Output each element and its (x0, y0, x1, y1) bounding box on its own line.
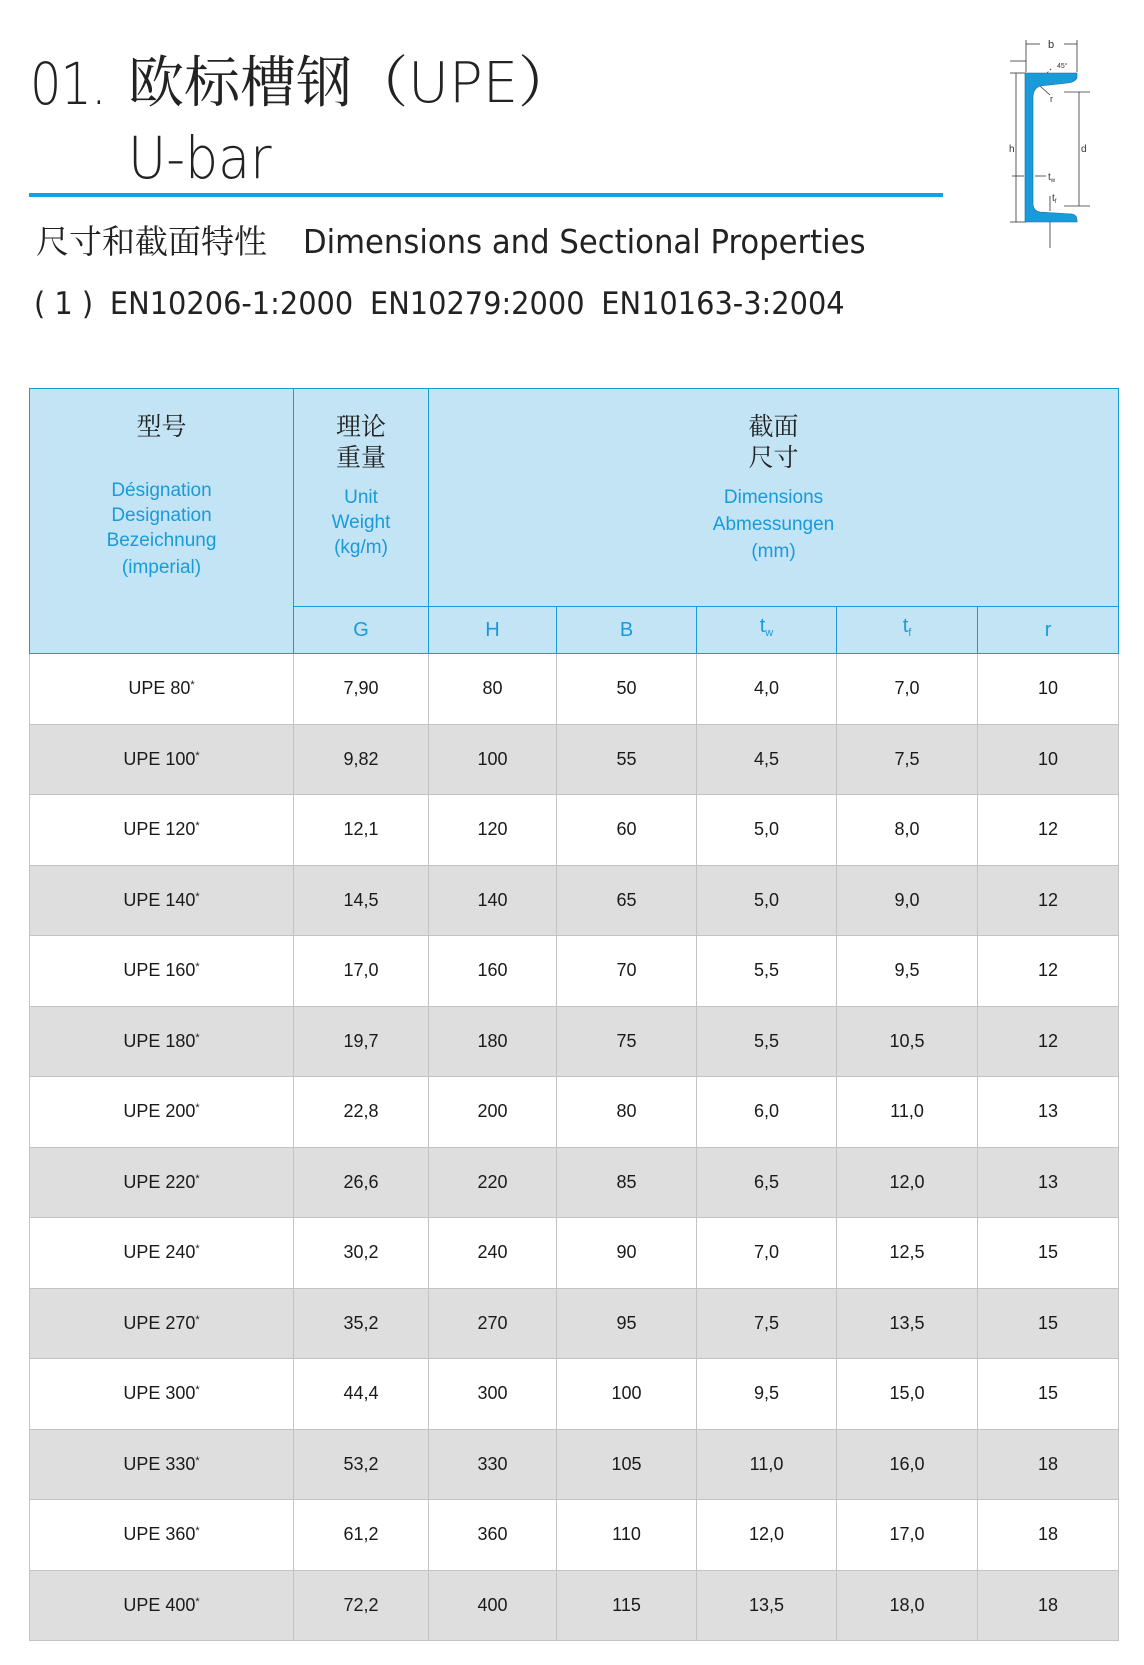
subtitle-cn: 尺寸和截面特性 (36, 222, 267, 261)
cell-tf: 16,0 (837, 1429, 978, 1500)
title-divider (29, 193, 943, 197)
cell-g: 35,2 (294, 1288, 429, 1359)
table-row (30, 1500, 1119, 1571)
cell-tw: 4,5 (697, 724, 837, 795)
cell-g: 9,82 (294, 724, 429, 795)
cell-g: 26,6 (294, 1147, 429, 1218)
cell-tf: 8,0 (837, 795, 978, 866)
table-row (30, 1006, 1119, 1077)
cell-h: 200 (429, 1077, 557, 1148)
cell-b: 55 (557, 724, 697, 795)
standard-2: EN10279:2000 (369, 286, 585, 322)
cell-h: 330 (429, 1429, 557, 1500)
label-tf: $t_f$ (1052, 193, 1057, 205)
cell-tw: 7,5 (697, 1288, 837, 1359)
cell-b: 95 (557, 1288, 697, 1359)
cell-h: 400 (429, 1570, 557, 1641)
cell-designation: UPE 220* (30, 1147, 294, 1218)
cell-b: 90 (557, 1218, 697, 1289)
cell-r: 12 (978, 795, 1119, 866)
header-weight: 理论 重量 Unit Weight (kg/m) (294, 389, 429, 607)
cell-h: 160 (429, 936, 557, 1007)
cell-g: 7,90 (294, 654, 429, 725)
cell-h: 80 (429, 654, 557, 725)
subtitle (36, 222, 908, 262)
cell-tf: 9,0 (837, 865, 978, 936)
cell-designation: UPE 360* (30, 1500, 294, 1571)
section-number: 01. (30, 50, 106, 118)
cell-g: 22,8 (294, 1077, 429, 1148)
cell-b: 80 (557, 1077, 697, 1148)
table-row (30, 1288, 1119, 1359)
cell-g: 30,2 (294, 1218, 429, 1289)
cell-g: 53,2 (294, 1429, 429, 1500)
table-row (30, 1359, 1119, 1430)
cell-tf: 15,0 (837, 1359, 978, 1430)
cell-tf: 10,5 (837, 1006, 978, 1077)
header-designation: 型号 Désignation Designation Bezeichnung (imperial) (30, 389, 294, 654)
cell-tw: 5,5 (697, 936, 837, 1007)
header-symbol-r: r (978, 607, 1119, 654)
label-h: h (1009, 144, 1015, 155)
cell-designation: UPE 330* (30, 1429, 294, 1500)
cell-designation: UPE 140* (30, 865, 294, 936)
cell-r: 12 (978, 936, 1119, 1007)
cell-r: 12 (978, 865, 1119, 936)
cell-designation: UPE 180* (30, 1006, 294, 1077)
cell-tf: 18,0 (837, 1570, 978, 1641)
cell-g: 61,2 (294, 1500, 429, 1571)
cell-tf: 9,5 (837, 936, 978, 1007)
standards-prefix: ( 1 ) (34, 286, 94, 322)
cell-r: 18 (978, 1500, 1119, 1571)
table-row (30, 936, 1119, 1007)
cell-tf: 7,0 (837, 654, 978, 725)
cell-b: 110 (557, 1500, 697, 1571)
upe-section-diagram (990, 30, 1100, 250)
cell-designation: UPE 160* (30, 936, 294, 1007)
header-symbol-h: H (429, 607, 557, 654)
cell-g: 12,1 (294, 795, 429, 866)
cell-r: 15 (978, 1359, 1119, 1430)
cell-h: 300 (429, 1359, 557, 1430)
cell-h: 180 (429, 1006, 557, 1077)
cell-b: 105 (557, 1429, 697, 1500)
cell-b: 70 (557, 936, 697, 1007)
cell-r: 10 (978, 724, 1119, 795)
cell-tw: 5,0 (697, 795, 837, 866)
cell-tf: 11,0 (837, 1077, 978, 1148)
cell-designation: UPE 120* (30, 795, 294, 866)
table-row (30, 1147, 1119, 1218)
cell-designation: UPE 300* (30, 1359, 294, 1430)
cell-g: 19,7 (294, 1006, 429, 1077)
cell-tw: 13,5 (697, 1570, 837, 1641)
cell-tw: 4,0 (697, 654, 837, 725)
label-r: r (1050, 94, 1053, 104)
table-row (30, 1218, 1119, 1289)
label-angle: 45° (1057, 63, 1068, 70)
table-row (30, 1077, 1119, 1148)
cell-tf: 12,0 (837, 1147, 978, 1218)
cell-designation: UPE 200* (30, 1077, 294, 1148)
cell-tw: 7,0 (697, 1218, 837, 1289)
header-symbol-g: G (294, 607, 429, 654)
cell-designation: UPE 240* (30, 1218, 294, 1289)
page-title-cn: 欧标槽钢（UPE） (128, 51, 575, 116)
cell-r: 13 (978, 1077, 1119, 1148)
cell-b: 115 (557, 1570, 697, 1641)
page-title-en: U-bar (128, 124, 272, 192)
table-row (30, 795, 1119, 866)
cell-h: 220 (429, 1147, 557, 1218)
cell-g: 72,2 (294, 1570, 429, 1641)
cell-r: 10 (978, 654, 1119, 725)
cell-b: 50 (557, 654, 697, 725)
cell-r: 15 (978, 1288, 1119, 1359)
cell-r: 18 (978, 1429, 1119, 1500)
cell-b: 65 (557, 865, 697, 936)
label-b: b (1048, 39, 1055, 51)
cell-tf: 13,5 (837, 1288, 978, 1359)
cell-tw: 9,5 (697, 1359, 837, 1430)
standard-1: EN10206-1:2000 (109, 286, 354, 322)
label-d: d (1081, 144, 1087, 155)
cell-tw: 11,0 (697, 1429, 837, 1500)
cell-tw: 6,0 (697, 1077, 837, 1148)
cell-tw: 6,5 (697, 1147, 837, 1218)
upe-spec-table (29, 388, 1119, 1641)
cell-h: 270 (429, 1288, 557, 1359)
standards-line (34, 284, 861, 324)
cell-r: 13 (978, 1147, 1119, 1218)
cell-h: 100 (429, 724, 557, 795)
cell-b: 100 (557, 1359, 697, 1430)
header-symbol-tw: $t_w$ (697, 607, 837, 654)
cell-h: 120 (429, 795, 557, 866)
header-symbol-b: B (557, 607, 697, 654)
cell-r: 15 (978, 1218, 1119, 1289)
cell-b: 60 (557, 795, 697, 866)
standard-3: EN10163-3:2004 (601, 286, 845, 322)
cell-b: 85 (557, 1147, 697, 1218)
cell-designation: UPE 100* (30, 724, 294, 795)
header-dimensions: 截面 尺寸 Dimensions Abmessungen (mm) (429, 389, 1119, 607)
subtitle-en: Dimensions and Sectional Properties (303, 222, 866, 261)
cell-r: 18 (978, 1570, 1119, 1641)
cell-designation: UPE 80* (30, 654, 294, 725)
cell-h: 240 (429, 1218, 557, 1289)
cell-designation: UPE 270* (30, 1288, 294, 1359)
cell-tw: 5,5 (697, 1006, 837, 1077)
cell-h: 360 (429, 1500, 557, 1571)
cell-tw: 5,0 (697, 865, 837, 936)
cell-tf: 7,5 (837, 724, 978, 795)
cell-tw: 12,0 (697, 1500, 837, 1571)
cell-g: 44,4 (294, 1359, 429, 1430)
table-row (30, 865, 1119, 936)
cell-g: 14,5 (294, 865, 429, 936)
table-row (30, 724, 1119, 795)
table-row (30, 1429, 1119, 1500)
cell-tf: 12,5 (837, 1218, 978, 1289)
cell-designation: UPE 400* (30, 1570, 294, 1641)
cell-b: 75 (557, 1006, 697, 1077)
cell-h: 140 (429, 865, 557, 936)
cell-r: 12 (978, 1006, 1119, 1077)
header-symbol-tf: $t_f$ (837, 607, 978, 654)
label-tw: $t_w$ (1048, 172, 1056, 184)
table-row (30, 1570, 1119, 1641)
table-row (30, 654, 1119, 725)
cell-g: 17,0 (294, 936, 429, 1007)
cell-tf: 17,0 (837, 1500, 978, 1571)
